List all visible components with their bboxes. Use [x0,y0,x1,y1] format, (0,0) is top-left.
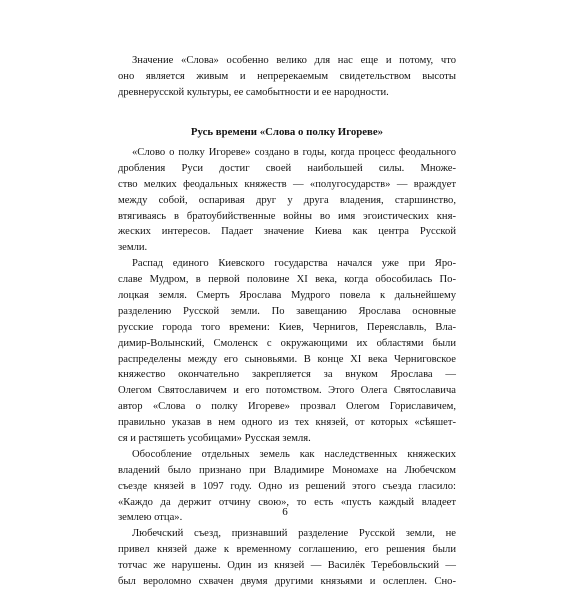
body-line: владений было признано при Владимире Мономахе на Любечском [118,464,456,476]
body-line: земли. [118,242,148,254]
body-line: разделению Русской земли. По завещанию Ярослава основные [118,305,456,317]
body-line: землею отца». [118,512,183,524]
body-line: Распад единого Киевского государства начался уже при Яро- [132,258,456,270]
body-line: лоцкая земля. Смерть Ярослава Мудрого повела к дальнейшему [118,290,456,302]
body-line: Олегом Святославичем и его потомством. Этого Олега Святославича [118,385,456,397]
body-line: Любечский съезд, признавший разделение Русской земли, не [132,528,456,540]
body-line: распределены между его сыновьями. В конце XI века Черниговское [118,353,456,365]
body-line: русские города того времени: Киев, Чернигов, Переяславль, Вла- [118,321,456,333]
page-number: 6 [282,506,288,518]
body-line: втягиваясь в братоубийственные войны во имя эгоистических кня- [118,210,456,222]
body-line: правильно указав в нем одного из тех князей, от которых «сѣяшет- [118,417,456,429]
body-line: жеских интересов. Падает значение Киева как центра Русской [118,226,456,238]
section-body [118,145,456,590]
body-line: ся и растяшеть усобицами» Русская земля. [118,433,311,445]
section-heading: Русь времени «Слова о полку Игореве» [190,126,384,138]
body-line: автор «Слова о полку Игореве» прозвал Олегом Гориславичем, [118,401,456,413]
intro-paragraph [118,53,456,101]
body-line: «Слово о полку Игореве» создано в годы, когда процесс феодального [132,147,456,158]
body-line: между собой, оспаривая друг у друга владения, старшинство, [118,194,456,206]
body-line: съезде князей в 1097 году. Одно из решений этого съезда гласило: [118,480,456,492]
body-line: «Каждо да держит отчину свою», то есть «пусть каждый владеет [118,496,456,508]
body-line: дробления Руси достиг своей наибольшей силы. Множе- [118,162,456,174]
body-line: Обособление отдельных земель как наследственных княжеских [132,448,456,460]
body-line: димир-Волынский, Смоленск с окружающими их областями были [118,337,456,349]
body-line: был вероломно схвачен двумя другими князьями и ослеплен. Сно- [118,576,456,588]
body-line: тотчас же нарушены. Один из князей — Василёк Теребовльский — [118,560,456,572]
body-line: славе Мудром, в первой половине XI века, когда обособилась По- [118,274,456,286]
intro-line: Значение «Слова» особенно велико для нас еще и потому, что [132,55,456,66]
body-line: привел князей даже к временному соглашению, его решения были [118,544,456,556]
body-line: княжество окончательно закрепляется за внуком Ярослава — [118,369,456,381]
intro-line: древнерусской культуры, ее самобытности и ее народности. [118,86,389,98]
body-line: ство мелких феодальных княжеств — «полугосударств» — враждует [118,178,456,190]
intro-line: оно является живым и непререкаемым свидетельством высоты [118,70,456,82]
